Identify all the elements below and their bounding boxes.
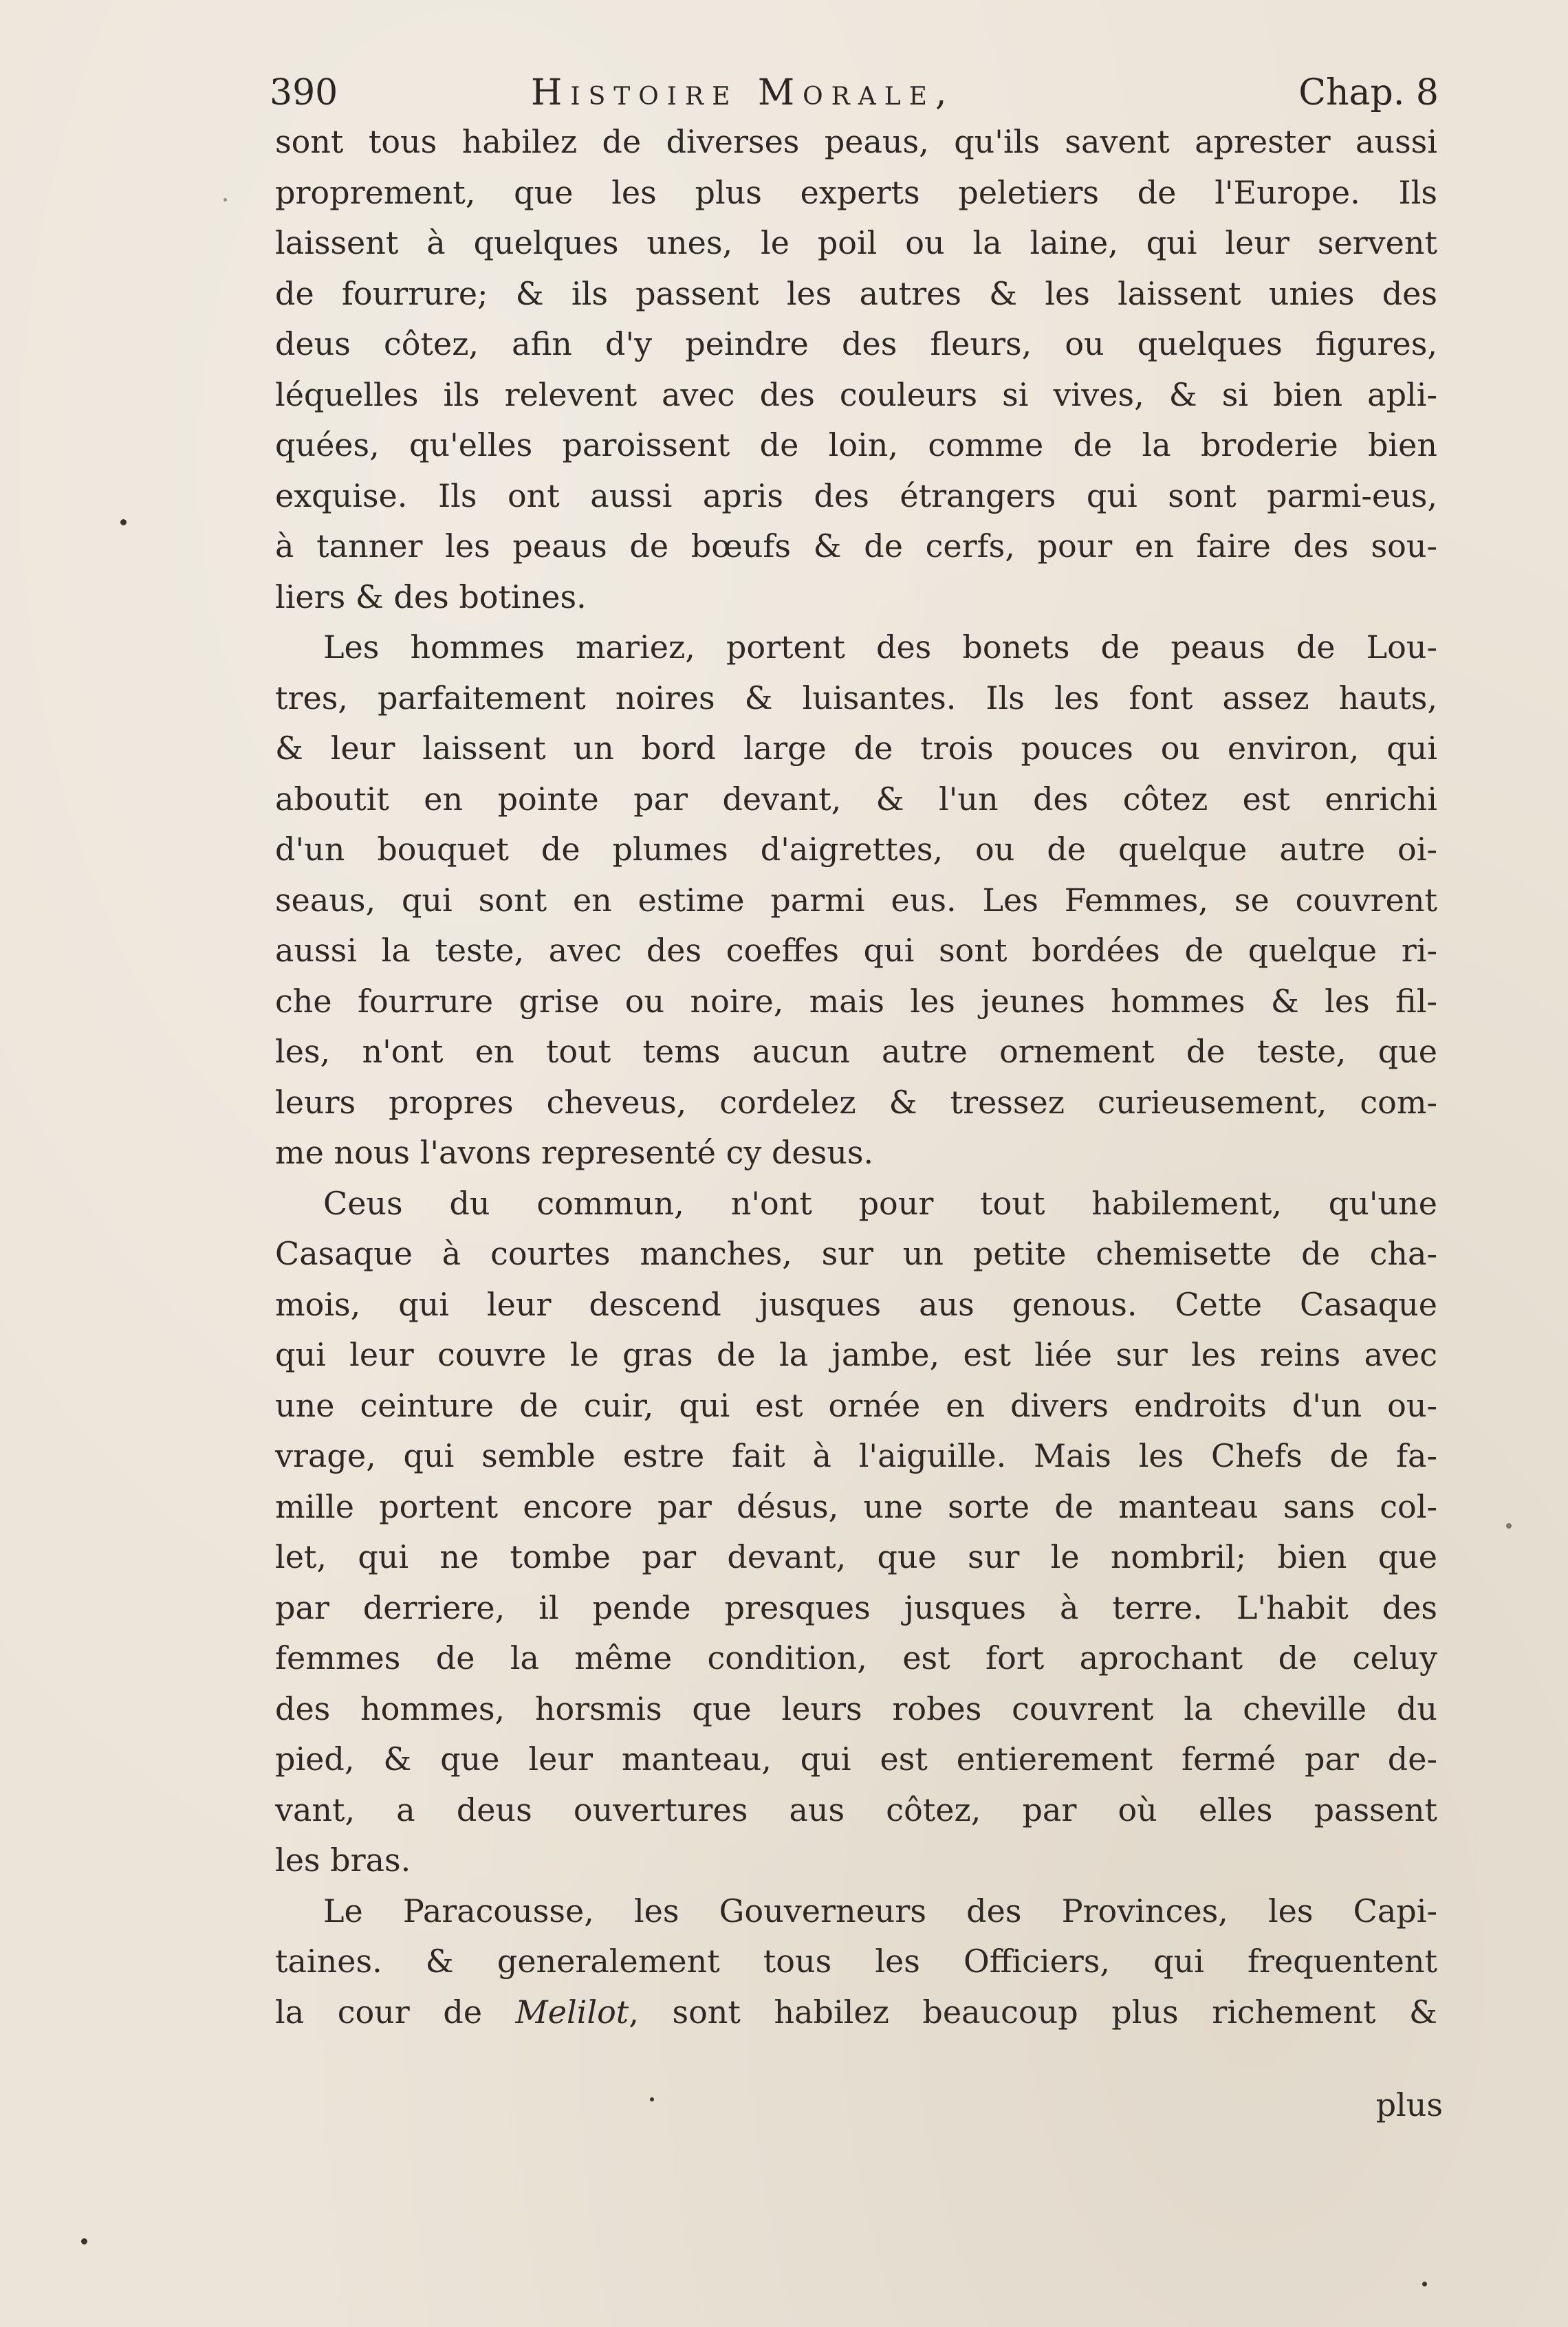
running-title: Histoire Morale, xyxy=(531,72,955,113)
text-line: seaus, qui sont en estime parmi eus. Les Femmes, se couvrent xyxy=(275,881,1437,919)
text-line: qui leur couvre le gras de la jambe, est liée sur les reins avec xyxy=(275,1336,1437,1373)
text-line: quées, qu'elles paroissent de loin, comme de la broderie bien xyxy=(275,426,1437,463)
text-line: les bras. xyxy=(275,1842,411,1879)
text-line: par derriere, il pende presques jusques à terre. L'habit des xyxy=(275,1588,1437,1626)
text-line: des hommes, horsmis que leurs robes couvrent la cheville du xyxy=(275,1690,1437,1727)
text-line: la cour de Melilot, sont habilez beaucoup plus richement & xyxy=(275,1993,1438,2031)
text-line: une ceinture de cuir, qui est ornée en divers endroits d'un ou- xyxy=(275,1386,1437,1424)
text-line: léquelles ils relevent avec des couleurs si vives, & si bien apli- xyxy=(275,375,1437,413)
paper-speck xyxy=(120,519,127,525)
text-line: d'un bouquet de plumes d'aigrettes, ou de quelque autre oi- xyxy=(275,831,1437,868)
text-line: mille portent encore par désus, une sorte de manteau sans col- xyxy=(275,1487,1437,1525)
paper-speck xyxy=(650,2097,654,2101)
text-line: leurs propres cheveus, cordelez & tressez curieusement, com- xyxy=(275,1083,1437,1121)
text-line: femmes de la même condition, est fort aprochant de celuy xyxy=(275,1639,1437,1676)
text-line: liers & des botines. xyxy=(275,578,587,615)
text-line: & leur laissent un bord large de trois pouces ou environ, qui xyxy=(275,730,1437,767)
text-line: les, n'ont en tout tems aucun autre ornement de teste, que xyxy=(275,1033,1437,1070)
paper-speck xyxy=(224,198,227,201)
chapter-reference: Chap. 8 xyxy=(1298,72,1439,113)
text-line: mois, qui leur descend jusques aus genous. Cette Casaque xyxy=(275,1285,1437,1323)
text-line: Le Paracousse, les Gouverneurs des Provinces, les Capi- xyxy=(323,1892,1437,1930)
text-line: let, qui ne tombe par devant, que sur le nombril; bien que xyxy=(275,1538,1437,1575)
paragraph-4 xyxy=(275,1886,1437,2038)
text-line: Casaque à courtes manches, sur un petite chemisette de cha- xyxy=(275,1235,1437,1272)
text-line: tres, parfaitement noires & luisantes. Ils les font assez hauts, xyxy=(275,679,1437,717)
catchword: plus xyxy=(1375,2086,1443,2123)
paragraph-3 xyxy=(275,1179,1437,1886)
text-line: vrage, qui semble estre fait à l'aiguille. Mais les Chefs de fa- xyxy=(275,1437,1437,1474)
text-line: de fourrure; & ils passent les autres & les laissent unies des xyxy=(275,274,1437,312)
text-line: aussi la teste, avec des coeffes qui sont bordées de quelque ri- xyxy=(275,932,1437,969)
text-line: laissent à quelques unes, le poil ou la laine, qui leur servent xyxy=(275,224,1437,261)
text-line: deus côtez, afin d'y peindre des fleurs, ou quelques figures, xyxy=(275,325,1437,362)
text-block xyxy=(275,117,1437,2038)
running-head xyxy=(270,65,1439,120)
text-line: pied, & que leur manteau, qui est entierement fermé par de- xyxy=(275,1740,1437,1778)
paper-speck xyxy=(1422,2282,1427,2286)
paper-speck xyxy=(81,2238,87,2244)
paragraph-1 xyxy=(275,117,1437,622)
page-number: 390 xyxy=(270,72,338,113)
italic-place-name: Melilot xyxy=(515,1993,629,2031)
text-line: aboutit en pointe par devant, & l'un des côtez est enrichi xyxy=(275,780,1437,818)
paper-speck xyxy=(1506,1523,1512,1529)
text-line: vant, a deus ouvertures aus côtez, par où elles passent xyxy=(275,1791,1437,1828)
text-line: Les hommes mariez, portent des bonets de peaus de Lou- xyxy=(323,629,1437,666)
paragraph-2 xyxy=(275,622,1437,1179)
text-line: taines. & generalement tous les Officiers, qui frequentent xyxy=(275,1943,1437,1980)
text-line: sont tous habilez de diverses peaus, qu'ils savent aprester aussi xyxy=(275,123,1437,160)
text-line: exquise. Ils ont aussi apris des étrangers qui sont parmi-eus, xyxy=(275,477,1437,514)
text-line: à tanner les peaus de bœufs & de cerfs, pour en faire des sou- xyxy=(275,527,1437,565)
text-line: me nous l'avons representé cy desus. xyxy=(275,1134,874,1171)
text-line: che fourrure grise ou noire, mais les jeunes hommes & les fil- xyxy=(275,982,1437,1020)
text-line: Ceus du commun, n'ont pour tout habilement, qu'une xyxy=(323,1184,1437,1222)
text-line: proprement, que les plus experts peletiers de l'Europe. Ils xyxy=(275,173,1437,211)
